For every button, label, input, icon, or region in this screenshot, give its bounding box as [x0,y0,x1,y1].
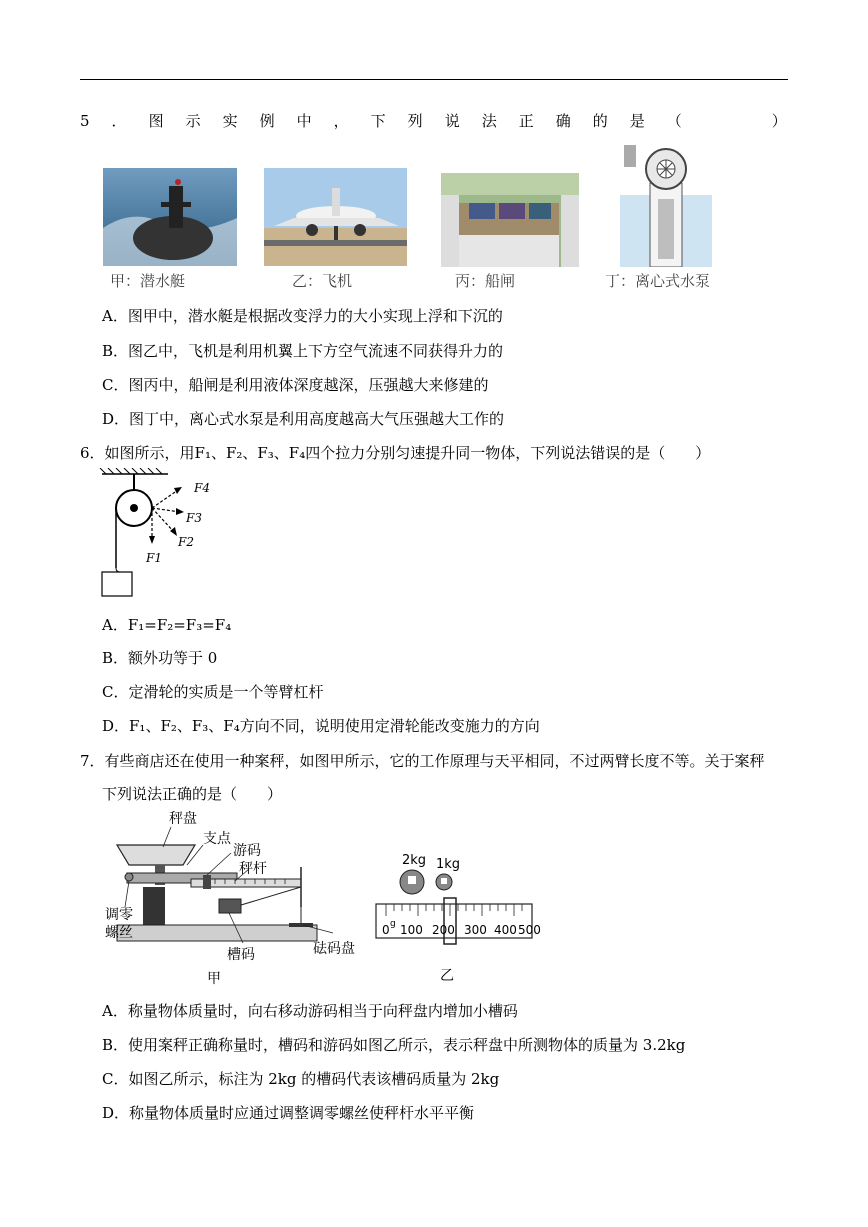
q7-stem-line2: 下列说法正确的是（ ） [102,785,283,803]
q6-option-b: B．额外功等于 0 [102,649,218,667]
q5-char: 说 [444,112,460,130]
ruler-500: 500 [518,923,541,937]
weights-ruler-diagram [370,846,550,986]
q5-char: 正 [518,112,534,130]
ruler-200: 200 [432,923,455,937]
label-weight-pan: 砝码盘 [313,941,355,957]
airplane-photo [264,168,407,266]
caption-jia: 甲：潜水艇 [110,272,186,290]
caption-bing: 丙：船闸 [455,272,516,290]
submarine-photo [103,168,237,266]
q7-stem-line1: 7．有些商店还在使用一种案秤，如图甲所示，它的工作原理与天平相同，不过两臂长度不等。关于案秤 [80,752,765,770]
ruler-100: 100 [400,923,423,937]
label-1kg: 1kg [436,857,461,872]
label-slot-weight: 槽码 [227,947,255,963]
q5-char: 图 [148,112,164,130]
label-zero-adjust-2: 螺丝 [105,925,133,941]
q5-char: 的 [592,112,608,130]
ruler-300: 300 [464,923,487,937]
q5-char: 下 [370,112,386,130]
q5-char: 例 [259,112,275,130]
q5-char: 中 [296,112,312,130]
q5-char: 示 [185,112,201,130]
q5-char: 是 [629,112,645,130]
ruler-0: 0 [382,923,390,937]
q5-char: 列 [407,112,423,130]
q7-option-a: A．称量物体质量时，向右移动游码相当于向秤盘内增加小槽码 [102,1002,518,1020]
q5-option-d: D．图丁中，离心式水泵是利用高度越高大气压强越大工作的 [102,410,505,428]
label-2kg: 2kg [402,853,427,868]
q5-char: ） [771,112,787,130]
label-jia: 甲 [207,971,221,987]
q6-stem: 6．如图所示，用F₁、F₂、F₃、F₄四个拉力分别匀速提升同一物体，下列说法错误的是（ ） [80,444,711,462]
q5-option-a: A．图甲中，潜水艇是根据改变浮力的大小实现上浮和下沉的 [102,307,503,325]
q5-option-b: B．图乙中，飞机是利用机翼上下方空气流速不同获得升力的 [102,342,504,360]
q7-option-b: B．使用案秤正确称量时，槽码和游码如图乙所示，表示秤盘中所测物体的质量为 3.2kg [102,1036,686,1054]
label-zero-adjust-1: 调零 [105,907,133,923]
force-label-f4: F4 [194,481,210,495]
q5-char: 法 [481,112,497,130]
force-label-f1: F1 [146,551,162,565]
force-label-f3: F3 [186,511,202,525]
header-rule [80,79,788,80]
q6-option-d: D．F₁、F₂、F₃、F₄方向不同，说明使用定滑轮能改变施力的方向 [102,717,540,735]
q6-option-a: A．F₁=F₂=F₃=F₄ [102,616,232,634]
label-yi: 乙 [440,968,454,984]
q5-char: 实 [222,112,238,130]
q5-char: （ [666,112,682,130]
q5-char: 5 [80,112,90,130]
q5-stem [80,110,809,131]
pump-diagram [610,143,722,267]
caption-yi: 乙：飞机 [292,272,353,290]
shiplock-photo [441,173,579,267]
label-rider: 游码 [233,843,261,859]
q6-option-c: C．定滑轮的实质是一个等臂杠杆 [102,683,324,701]
caption-ding: 丁：离心式水泵 [605,272,711,290]
label-beam: 秤杆 [239,861,267,877]
ruler-unit: g [390,919,396,929]
label-fulcrum: 支点 [203,831,231,847]
q7-option-c: C．如图乙所示，标注为 2kg 的槽码代表该槽码质量为 2kg [102,1070,500,1088]
q5-char: ， [333,112,349,130]
ruler-400: 400 [494,923,517,937]
q5-char: 确 [555,112,571,130]
case-scale-diagram [103,807,373,989]
q7-option-d: D．称量物体质量时应通过调整调零螺丝使秤杆水平平衡 [102,1104,475,1122]
force-label-f2: F2 [178,535,194,549]
q5-option-c: C．图丙中，船闸是利用液体深度越深，压强越大来修建的 [102,376,489,394]
q5-char: ． [111,112,127,130]
label-pan: 秤盘 [169,811,197,827]
pulley-diagram [98,468,218,602]
